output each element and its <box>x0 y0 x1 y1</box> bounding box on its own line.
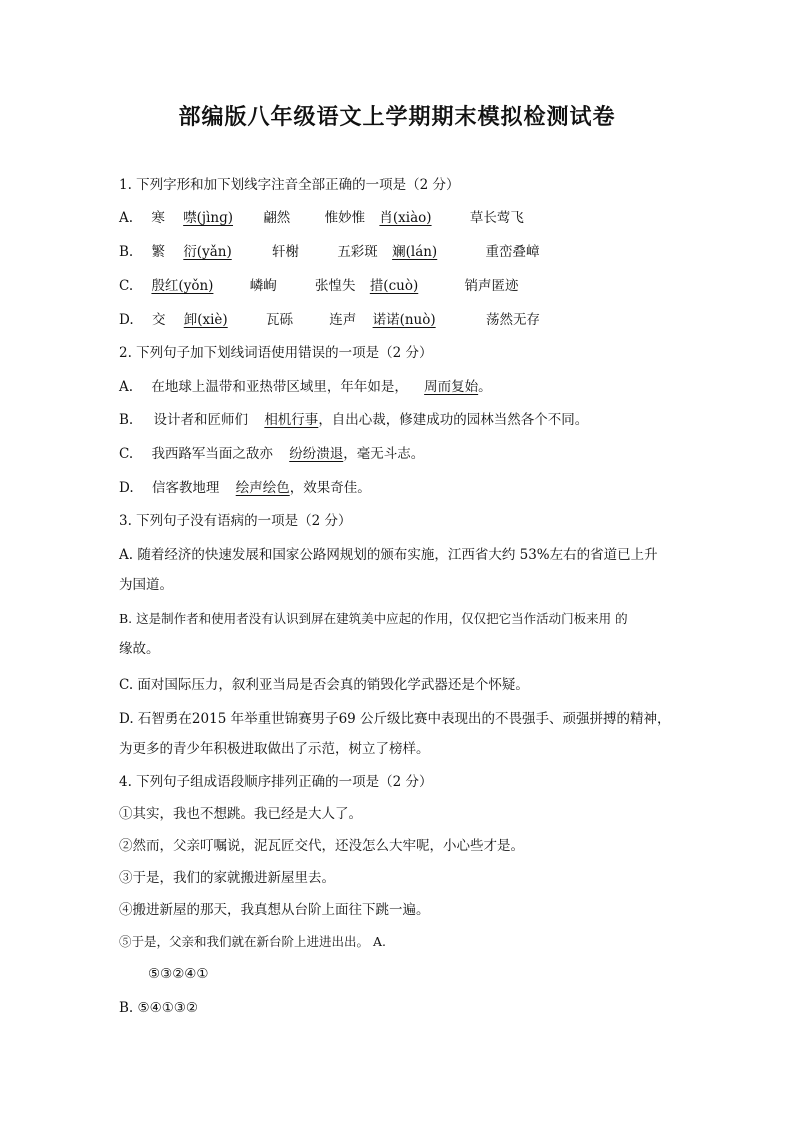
q1-option-a: A. 寒 噤(jìnɡ) 翩然 惟妙惟 肖(xiào) 草长莺飞 <box>119 210 524 226</box>
q4-sentence-2: ②然而，父亲叮嘱说，泥瓦匠交代，还没怎么大牢呢，小心些才是。 <box>119 838 524 854</box>
q2-option-d: D. 信客教地理 绘声绘色，效果奇佳。 <box>119 480 371 496</box>
q4-sentence-5: ⑤于是，父亲和我们就在新台阶上进进出出。 A. <box>119 934 386 949</box>
q3-option-c: C. 面对国际压力，叙利亚当局是否会真的销毁化学武器还是个怀疑。 <box>119 677 529 693</box>
q1-option-d: D. 交 卸(xiè) 瓦砾 连声 诺诺(nuò) 荡然无存 <box>119 312 540 328</box>
q4-sentence-4: ④搬进新屋的那天，我真想从台阶上面往下跳一遍。 <box>119 902 430 918</box>
page-title: 部编版八年级语文上学期期末模拟检测试卷 <box>178 105 616 130</box>
q3-option-d-line1: D. 石智勇在2015 年举重世锦赛男子69 公斤级比赛中表现出的不畏强手、顽强拼搏的精神， <box>119 711 671 727</box>
option-label: A. <box>119 210 134 226</box>
q3-option-d-line2: 为更多的青少年积极进取做出了示范，树立了榜样。 <box>119 741 430 757</box>
q4-stem: 4. 下列句子组成语段顺序排列正确的一项是（2 分） <box>119 774 433 790</box>
q3-option-b-line2: 缘故。 <box>119 641 160 657</box>
q2-option-c: C. 我西路军当面之敌亦 纷纷溃退，毫无斗志。 <box>119 446 425 462</box>
q4-sentence-3: ③于是，我们的家就搬进新屋里去。 <box>119 870 335 886</box>
q3-stem: 3. 下列句子没有语病的一项是（2 分） <box>119 513 352 529</box>
q1-option-c: C. 殷红(yǒn) 嶙峋 张惶失 措(cuò) 销声匿迹 <box>119 278 519 294</box>
q2-stem: 2. 下列句子加下划线词语使用错误的一项是（2 分） <box>119 345 433 361</box>
q2-option-a: A. 在地球上温带和亚热带区域里，年年如是， 周而复始。 <box>119 379 492 395</box>
q3-option-a-line2: 为国道。 <box>119 577 173 593</box>
q1-option-b: B. 繁 衍(yǎn) 轩榭 五彩斑 斓(lán) 重峦叠嶂 <box>119 244 540 260</box>
q3-option-a-line1: A. 随着经济的快速发展和国家公路网规划的颁布实施，江西省大约 53%左右的省道已上升 <box>119 547 658 563</box>
q4-option-a: ⑤③②④① <box>148 966 209 982</box>
q3-option-b-line1: B. 这是制作者和使用者没有认识到屏在建筑美中应起的作用，仅仅把它当作活动门板来用 的 <box>119 611 628 626</box>
q1-stem: 1. 下列字形和加下划线字注音全部正确的一项是（2 分） <box>119 177 460 193</box>
q2-option-b: B. 设计者和匠师们 相机行事，自出心裁，修建成功的园林当然各个不同。 <box>119 412 589 428</box>
q4-sentence-1: ①其实，我也不想跳。我已经是大人了。 <box>119 806 362 822</box>
q4-option-b: B. ⑤④①③② <box>119 1000 199 1016</box>
